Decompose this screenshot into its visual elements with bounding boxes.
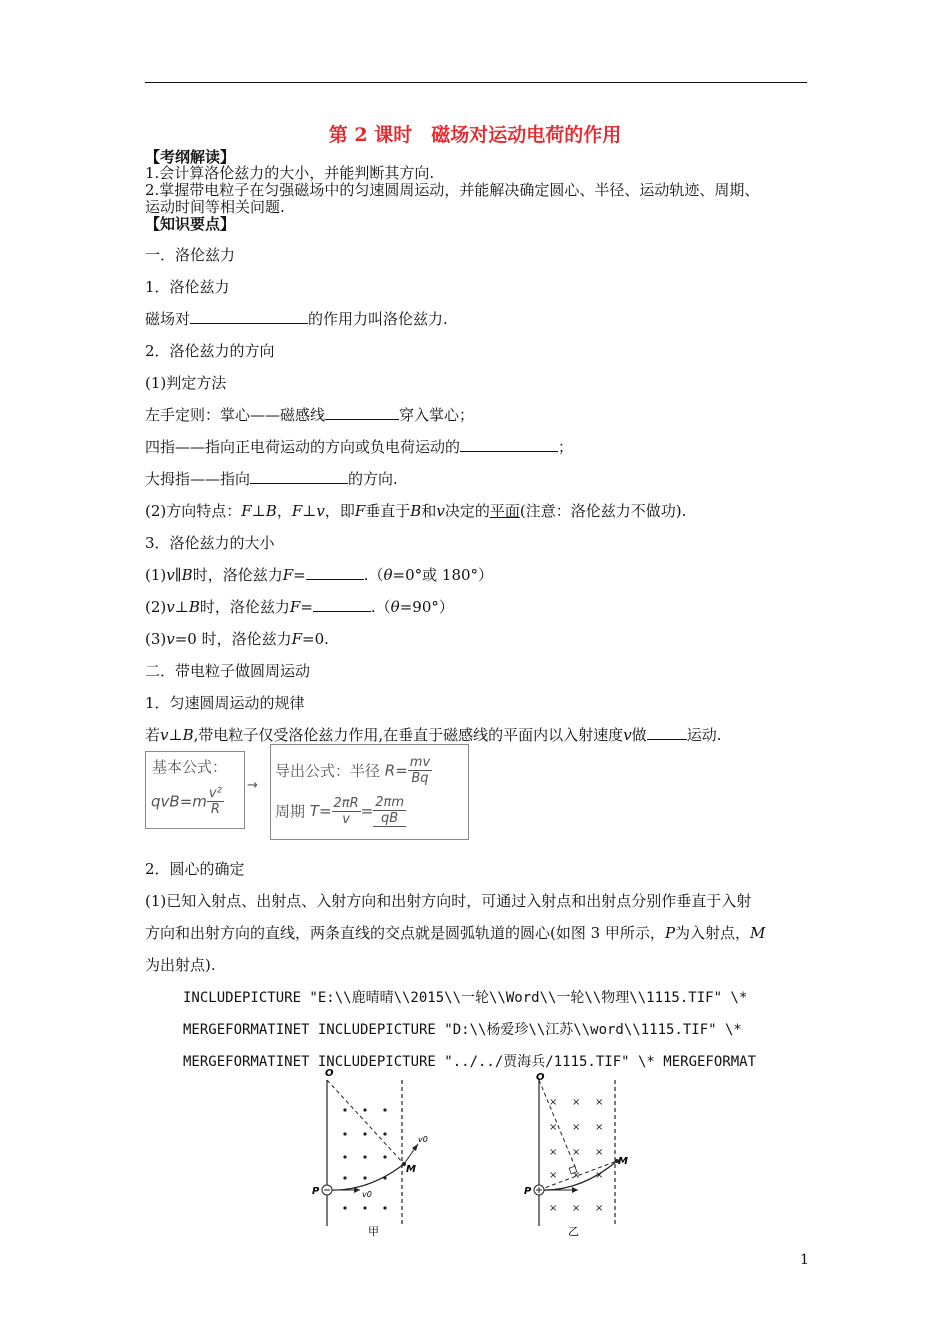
basic-formula-label: 基本公式：	[152, 758, 228, 776]
figure-yi	[518, 1068, 638, 1243]
label-v0-top: v0	[418, 1135, 428, 1144]
center-para-line-3: 为出射点).	[145, 956, 216, 974]
arrow-icon: →	[247, 778, 258, 793]
method-heading: (1)判定方法	[145, 374, 227, 392]
svg-text:×: ×	[549, 1147, 558, 1158]
center-para-line-1: (1)已知入射点、出射点、入射方向和出射方向时，可通过入射点和出射点分别作垂直于入射	[145, 892, 752, 910]
page-title: 第 2 课时 磁场对运动电荷的作用	[328, 124, 622, 146]
label-v0-bottom: v0	[362, 1190, 372, 1199]
kaogang-item-1: 1.会计算洛伦兹力的大小，并能判断其方向.	[145, 164, 435, 182]
center-heading: 2．圆心的确定	[145, 860, 245, 878]
period-formula: 周期 T= $\frac{2\pi R}{v}$ = $\frac{2\pi m}{qB}$	[275, 795, 405, 827]
lorentz-force-heading: 1．洛伦兹力	[145, 278, 230, 296]
label-m: M	[618, 1156, 628, 1167]
svg-text:×: ×	[572, 1147, 581, 1158]
fill-blank	[250, 469, 348, 484]
field-crosses	[549, 1097, 603, 1214]
svg-text:×: ×	[572, 1122, 581, 1133]
fill-blank	[325, 405, 399, 420]
svg-text:×: ×	[595, 1170, 604, 1181]
uniform-circular-heading: 1．匀速圆周运动的规律	[145, 694, 305, 712]
zhishi-heading: 【知识要点】	[145, 215, 236, 233]
svg-text:×: ×	[549, 1203, 558, 1214]
basic-formula-box	[145, 751, 245, 829]
thumb-rule: 大拇指——指向 的方向.	[145, 470, 398, 488]
derived-formula-box	[270, 744, 469, 840]
radius-formula: 导出公式：半径 R= $\frac{mv}{Bq}$	[275, 755, 431, 786]
fill-blank	[313, 597, 371, 612]
svg-text:×: ×	[572, 1203, 581, 1214]
section-2-heading: 二．带电粒子做圆周运动	[145, 662, 311, 680]
section-1-heading: 一．洛伦兹力	[145, 246, 236, 264]
kaogang-item-2b: 运动时间等相关问题.	[145, 198, 285, 216]
svg-text:×: ×	[549, 1122, 558, 1133]
four-fingers-rule: 四指——指向正电荷运动的方向或负电荷运动的 ；	[145, 438, 574, 456]
svg-text:×: ×	[572, 1097, 581, 1108]
lorentz-definition: 磁场对 的作用力叫洛伦兹力.	[145, 310, 448, 328]
includepicture-line-2: MERGEFORMATINET INCLUDEPICTURE "D:\\杨爱珍\\江苏\\word\\1115.TIF" \*	[183, 1022, 742, 1038]
caption-yi: 乙	[568, 1225, 579, 1238]
includepicture-line-3: MERGEFORMATINET INCLUDEPICTURE "../../贾海兵/1115.TIF" \* MERGEFORMAT	[183, 1054, 757, 1070]
uniform-circular-rule: 若v⊥B,带电粒子仅受洛伦兹力作用,在垂直于磁感线的平面内以入射速度v做 运动.	[145, 726, 722, 744]
magnitude-case-1: (1)v∥B时，洛伦兹力F= .（θ=0°或 180°）	[145, 566, 494, 584]
svg-text:×: ×	[595, 1122, 604, 1133]
caption-jia: 甲	[368, 1225, 379, 1238]
page-number: 1	[800, 1252, 809, 1268]
svg-text:×: ×	[595, 1147, 604, 1158]
basic-formula: qvB=m $\frac{\text{v²}}{R}$	[151, 786, 222, 817]
fill-blank	[190, 309, 308, 324]
kaogang-heading: 【考纲解读】	[145, 148, 236, 166]
magnitude-case-2: (2)v⊥B时，洛伦兹力F= .（θ=90°）	[145, 598, 454, 616]
label-p: P	[312, 1186, 320, 1197]
includepicture-line-1: INCLUDEPICTURE "E:\\鹿晴晴\\2015\\一轮\\Word\\一轮\\物理\\1115.TIF" \*	[183, 990, 748, 1006]
fill-blank	[306, 565, 364, 580]
direction-heading: 2．洛伦兹力的方向	[145, 342, 275, 360]
magnitude-heading: 3．洛伦兹力的大小	[145, 534, 275, 552]
label-o: O	[536, 1072, 545, 1083]
svg-text:×: ×	[595, 1097, 604, 1108]
figure-jia	[310, 1068, 435, 1243]
svg-text:×: ×	[572, 1170, 581, 1181]
label-p: P	[524, 1186, 532, 1197]
kaogang-item-2a: 2.掌握带电粒子在匀强磁场中的匀速圆周运动，并能解决确定圆心、半径、运动轨迹、周期、	[145, 181, 760, 199]
direction-feature: (2)方向特点：F⊥B，F⊥v，即F垂直于B和v决定的平面(注意：洛伦兹力不做功).	[145, 502, 687, 520]
magnitude-case-3: (3)v=0 时，洛伦兹力F=0.	[145, 630, 329, 648]
svg-text:×: ×	[595, 1203, 604, 1214]
svg-text:×: ×	[549, 1170, 558, 1181]
fill-blank	[647, 725, 687, 740]
left-hand-rule: 左手定则：掌心——磁感线 穿入掌心；	[145, 406, 475, 424]
header-rule	[145, 82, 807, 83]
svg-text:×: ×	[549, 1097, 558, 1108]
label-o: O	[325, 1068, 334, 1079]
fill-blank	[460, 437, 558, 452]
label-m: M	[406, 1164, 416, 1175]
center-para-line-2: 方向和出射方向的直线，两条直线的交点就是圆弧轨道的圆心(如图 3 甲所示，P为入射点，M	[145, 924, 766, 942]
